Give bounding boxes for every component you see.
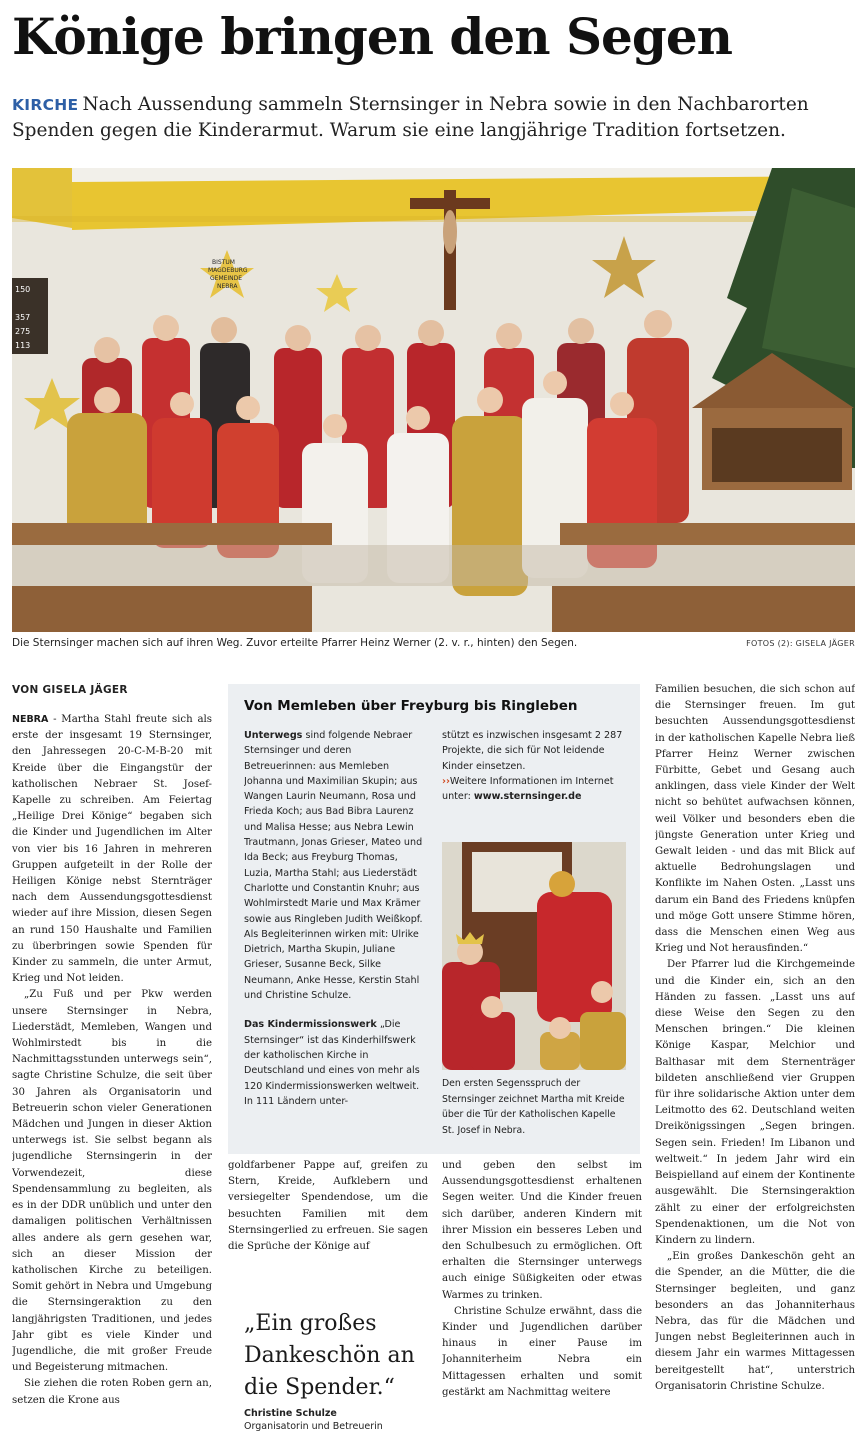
- hymn-number-3: 357: [15, 313, 31, 322]
- main-photo-illustration: [12, 168, 855, 632]
- info-box-title: Von Memleben über Freyburg bis Ringleben: [244, 698, 578, 714]
- article-column-4: [655, 682, 855, 1442]
- door-photo: [442, 842, 626, 1070]
- info-box: [228, 684, 640, 1154]
- paragraph: und geben den selbst im Aussendungsgottesdienst erhaltenen Segen weiter. Und die Kinder freuen sich darüber, anderen Kindern mit ihrer Mission ein besseres Leben und den Schulbesuch zu ermöglichen. Oft erhalten die Sternsinger unterwegs auch einige Süßigkeiten oder etwas Warmes zu trinken.: [442, 1160, 642, 1301]
- photo-credit: FOTOS (2): GISELA JÄGER: [746, 639, 855, 648]
- subhead: [12, 92, 857, 143]
- hymn-number-5: 113: [15, 341, 31, 350]
- paragraph: Familien besuchen, die sich schon auf die Sternsinger freuen. Im gut besuchten Aussendungsgottesdienst in der katholischen Kapelle Nebra ließ Pfarrer Heinz Werner zwischen Fürbitte, Gebet und Gesang auch anklingen, dass viele Kinder der Welt nicht so behütet aufwachsen können, weil Völker und besonders eben die jüngste Generation unter Krieg und Gewalt leiden - und das mit Blick auf aktuelle Bedrohungslagen und Konflikte im Nahen Osten. „Lasst uns darum ein Band des Friedens knüpfen und möge Gott unsere Stimme hören, dass die Menschen einen Weg aus Krieg und Not herausfinden.“: [655, 684, 855, 955]
- hymn-number-1: 150: [15, 285, 31, 294]
- paragraph: Unterwegs sind folgende Nebraer Sternsinger und deren Betreuerinnen: aus Memleben Johanna und Maximilian Skupin; aus Wangen Laurin Neumann, Rosa und Frieda Koch; aus Bad Bibra Laurenz und Malisa Hesse; aus Nebra Lewin Trautmann, Jonas Grieser, Mateo und Ida Beck; aus Freyburg Thomas, Luzia, Martha Stahl; aus Liederstädt Charlotte und Constantin Knuhr; aus Wohlmirstedt Marie und Max Krämer sowie aus Ringleben Judith Weißkopf. Als Begleiterinnen wirken mit: Ulrike Dietrich, Martha Skupin, Juliane Grieser, Susanne Beck, Silke Neumann, Anke Hesse, Kerstin Stahl und Christine Schulze.: [244, 730, 423, 1002]
- pull-quote-name: Christine Schulze: [244, 1408, 337, 1419]
- pull-quote-role: Organisatorin und Betreuerin: [244, 1421, 383, 1432]
- paragraph: Der Pfarrer lud die Kirchgemeinde und die Kinder ein, sich an den Händen zu fassen. „Lasst uns auf diese Weise den Segen zu den Menschen bringen.“ Die kleinen Könige Kaspar, Melchior und Balthasar mit dem Sternenträger bildeten anschließend vier Gruppen für ihre solidarische Aktion unter dem Leitmotto des 62. Deutschland weiten Dreikönigssingen „Segen bringen. Segen sein. Frieden! Im Libanon und weltweit.“ In jedem Jahr wird ein Beispielland auf einem der Kontinente ausgewählt. Die Sternsingeraktion zählt zu einer der erfolgreichsten Spendenaktionen, um die Not von Kindern zu lindern.: [655, 959, 855, 1246]
- paragraph: Christine Schulze erwähnt, dass die Kinder und Jugendlichen darüber hinaus in einer Pause im Johanniterheim Nebra ein Mittagessen erhalten und somit gestärkt am Nachmittag weitere: [442, 1305, 642, 1398]
- paragraph: NEBRA - Martha Stahl freute sich als erste der insgesamt 19 Sternsinger, den Jahressegen 20-C-M-B-20 mit Kreide über die Eingangstür der katholischen Nebraer St. Josef-Kapelle zu schreiben. Am Feiertag „Heilige Drei Könige“ begaben sich die Kinder und Jugendlichen im Alter von vier bis 16 Jahren in mehreren Gruppen aufgeteilt in der Rolle der Heiligen Könige nebst Sternträger nach dem Aussendungsgottesdienst wieder auf ihre Mission, diesen Segen an rund 150 Haushalte und Familien zu überbringen sowie Spenden für Kinder zu sammeln, die unter Armut, Krieg und Not leiden.: [12, 714, 212, 985]
- paragraph: Sie ziehen die roten Roben gern an, setzen die Krone aus: [12, 1378, 212, 1406]
- subhead-text: Nach Aussendung sammeln Sternsinger in Nebra sowie in den Nachbarorten Spenden gegen die Kinderarmut. Warum sie eine langjährige Tradition fortsetzen.: [12, 94, 809, 141]
- hymn-number-4: 275: [15, 327, 31, 336]
- info-box-column-1: [244, 728, 426, 1143]
- sign-text-4: NEBRA: [217, 283, 238, 290]
- paragraph: „Zu Fuß und per Pkw werden unsere Sternsinger in Nebra, Liederstädt, Memleben, Wangen und Wohlmirstedt bis in die Nachmittagsstunden unterwegs sein“, sagte Christine Schulze, die seit über 30 Jahren als Organisatorin und Betreuerin schon vieler Generationen Mädchen und Jungen in dieser Aktion unterwegs ist. Sie selbst begann als jugendliche Sternsingerin in der Vorwendezeit, diese Spendensammlung zu begleiten, als es in der DDR unüblich und unter den damaligen politischen Verhältnissen alles andere als gern gesehen war, sich an dieser Mission der katholischen Kirche zu beteiligen. Somit gehört in Nebra und Umgebung die Sternsingeraktion zu den langjährigsten Traditionen, und jedes Jahr gibt es viele Kinder und Jugendliche, die mit großer Freude und Begeisterung mitmachen.: [12, 989, 212, 1374]
- sign-text-2: MAGDEBURG: [208, 267, 248, 274]
- article-column-2: [228, 1158, 428, 1282]
- paragraph: stützt es inzwischen insgesamt 2 287 Projekte, die sich für Not leidende Kinder einsetzen.: [442, 730, 623, 772]
- dateline: NEBRA: [12, 714, 49, 725]
- kicker: KIRCHE: [12, 96, 79, 114]
- article-column-3: [442, 1158, 642, 1442]
- website-link[interactable]: www.sternsinger.de: [473, 791, 582, 803]
- headline: Könige bringen den Segen: [12, 7, 732, 66]
- info-link-paragraph: ››Weitere Informationen im Internet unter: www.sternsinger.de: [442, 775, 614, 803]
- paragraph: Das Kindermissionswerk „Die Sternsinger“ ist das Kinderhilfswerk der katholischen Kirche in Deutschland und eines von mehr als 120 Kindermissionswerken weltweit. In 111 Ländern unter-: [244, 1019, 420, 1107]
- paragraph: goldfarbener Pappe auf, greifen zu Stern, Kreide, Aufklebern und versiegelter Spendendose, um die besuchten Familien mit dem Sternsingerlied zu erfreuen. Sie sagen die Sprüche der Könige auf: [228, 1160, 428, 1253]
- door-photo-caption: Den ersten Segensspruch der Sternsinger zeichnet Martha mit Kreide über die Tür der Katholischen Kapelle St. Josef in Nebra.: [442, 1078, 625, 1136]
- photo-caption: Die Sternsinger machen sich auf ihren Weg. Zuvor erteilte Pfarrer Heinz Werner (2. v. r., hinten) den Segen.: [12, 637, 578, 649]
- arrow-icon: ››: [442, 775, 450, 787]
- main-photo: [12, 168, 855, 632]
- info-box-column-2: [442, 728, 628, 828]
- door-photo-illustration: [442, 842, 626, 1070]
- article-column-1: [12, 712, 212, 1442]
- pull-quote: „Ein großes Dankeschön an die Spender.“: [244, 1311, 415, 1400]
- byline: VON GISELA JÄGER: [12, 684, 128, 696]
- paragraph: „Ein großes Dankeschön geht an die Spender, an die Mütter, die die Sternsinger begleiten, und ganz besonders an das Johanniterhaus Nebra, das für die Mädchen und Jungen nebst Begleiterinnen auch in diesem Jahr ein warmes Mittagessen bereitgestellt hat“, unterstrich Organisatorin Christine Schulze.: [655, 1251, 855, 1392]
- sign-text-1: BISTUM: [212, 259, 235, 266]
- sign-text-3: GEMEINDE: [210, 275, 243, 282]
